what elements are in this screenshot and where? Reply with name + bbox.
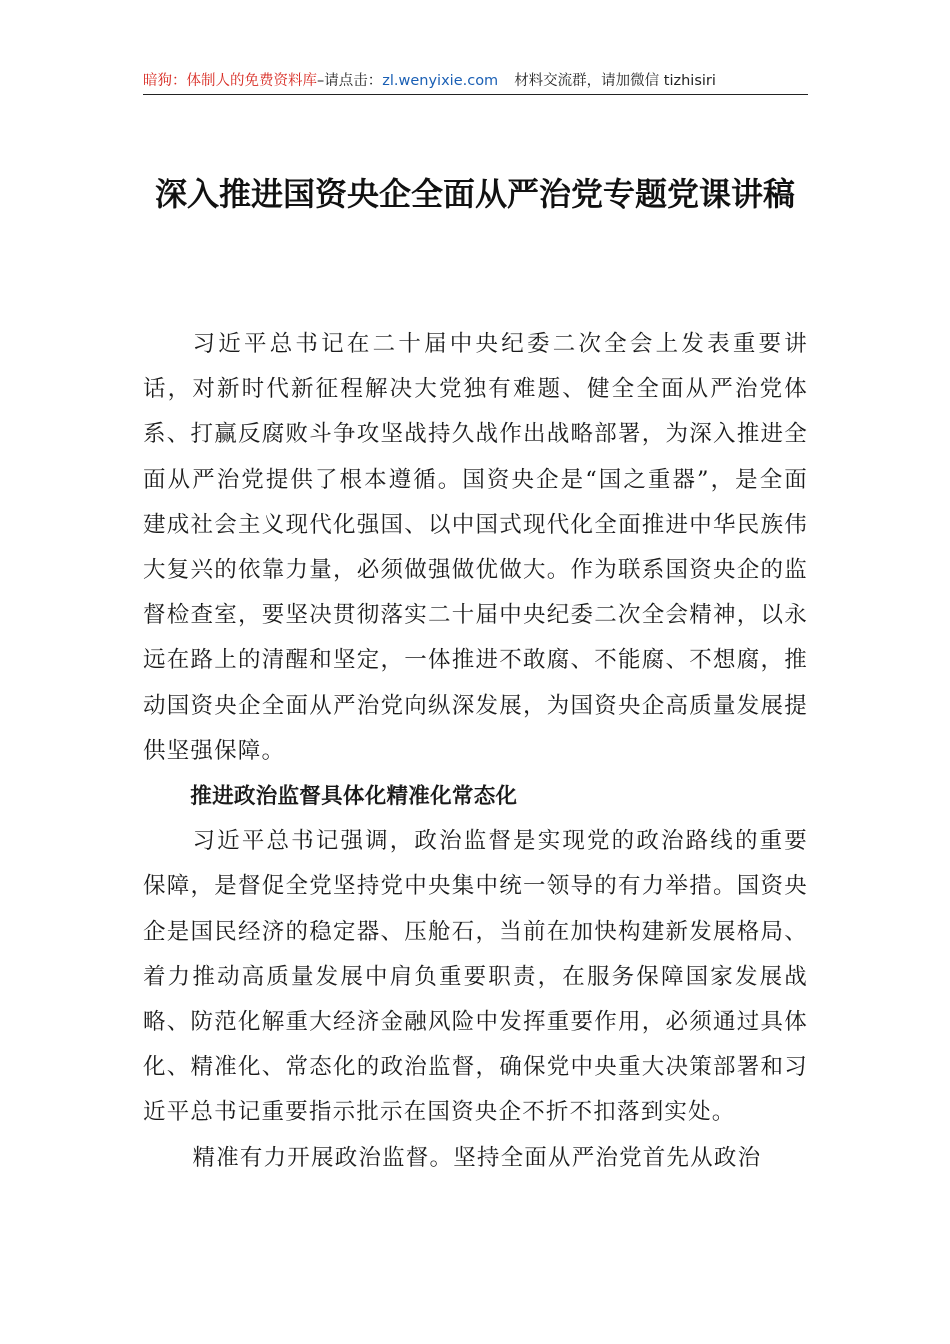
- header-contact: 材料交流群，请加微信 tizhisiri: [514, 73, 716, 89]
- header-brand: 暗狗：体制人的免费资料库: [143, 73, 317, 89]
- document-body: [143, 322, 808, 1181]
- header-prompt: –请点击：: [317, 73, 383, 89]
- header-link[interactable]: zl.wenyixie.com: [382, 73, 499, 89]
- paragraph-intro: 习近平总书记在二十届中央纪委二次全会上发表重要讲话，对新时代新征程解决大党独有难题、健全全面从严治党体系、打赢反腐败斗争攻坚战持久战作出战略部署，为深入推进全面从严治党提供了根本遵循。国资央企是“国之重器”，是全面建成社会主义现代化强国、以中国式现代化全面推进中华民族伟大复兴的依靠力量，必须做强做优做大。作为联系国资央企的监督检查室，要坚决贯彻落实二十届中央纪委二次全会精神，以永远在路上的清醒和坚定，一体推进不敢腐、不能腐、不想腐，推动国资央企全面从严治党向纵深发展，为国资央企高质量发展提供坚强保障。: [143, 331, 808, 764]
- document-title: 深入推进国资央企全面从严治党专题党课讲稿: [154, 175, 795, 213]
- paragraph-political-supervision: 习近平总书记强调，政治监督是实现党的政治路线的重要保障，是督促全党坚持党中央集中统一领导的有力举措。国资央企是国民经济的稳定器、压舱石，当前在加快构建新发展格局、着力推动高质量发展中肩负重要职责，在服务保障国家发展战略、防范化解重大经济金融风险中发挥重要作用，必须通过具体化、精准化、常态化的政治监督，确保党中央重大决策部署和习近平总书记重要指示批示在国资央企不折不扣落到实处。: [143, 828, 808, 1126]
- paragraph-precise-supervision: 精准有力开展政治监督。坚持全面从严治党首先从政治: [192, 1144, 762, 1171]
- page-header: [143, 68, 808, 95]
- section-heading: 推进政治监督具体化精准化常态化: [190, 784, 518, 810]
